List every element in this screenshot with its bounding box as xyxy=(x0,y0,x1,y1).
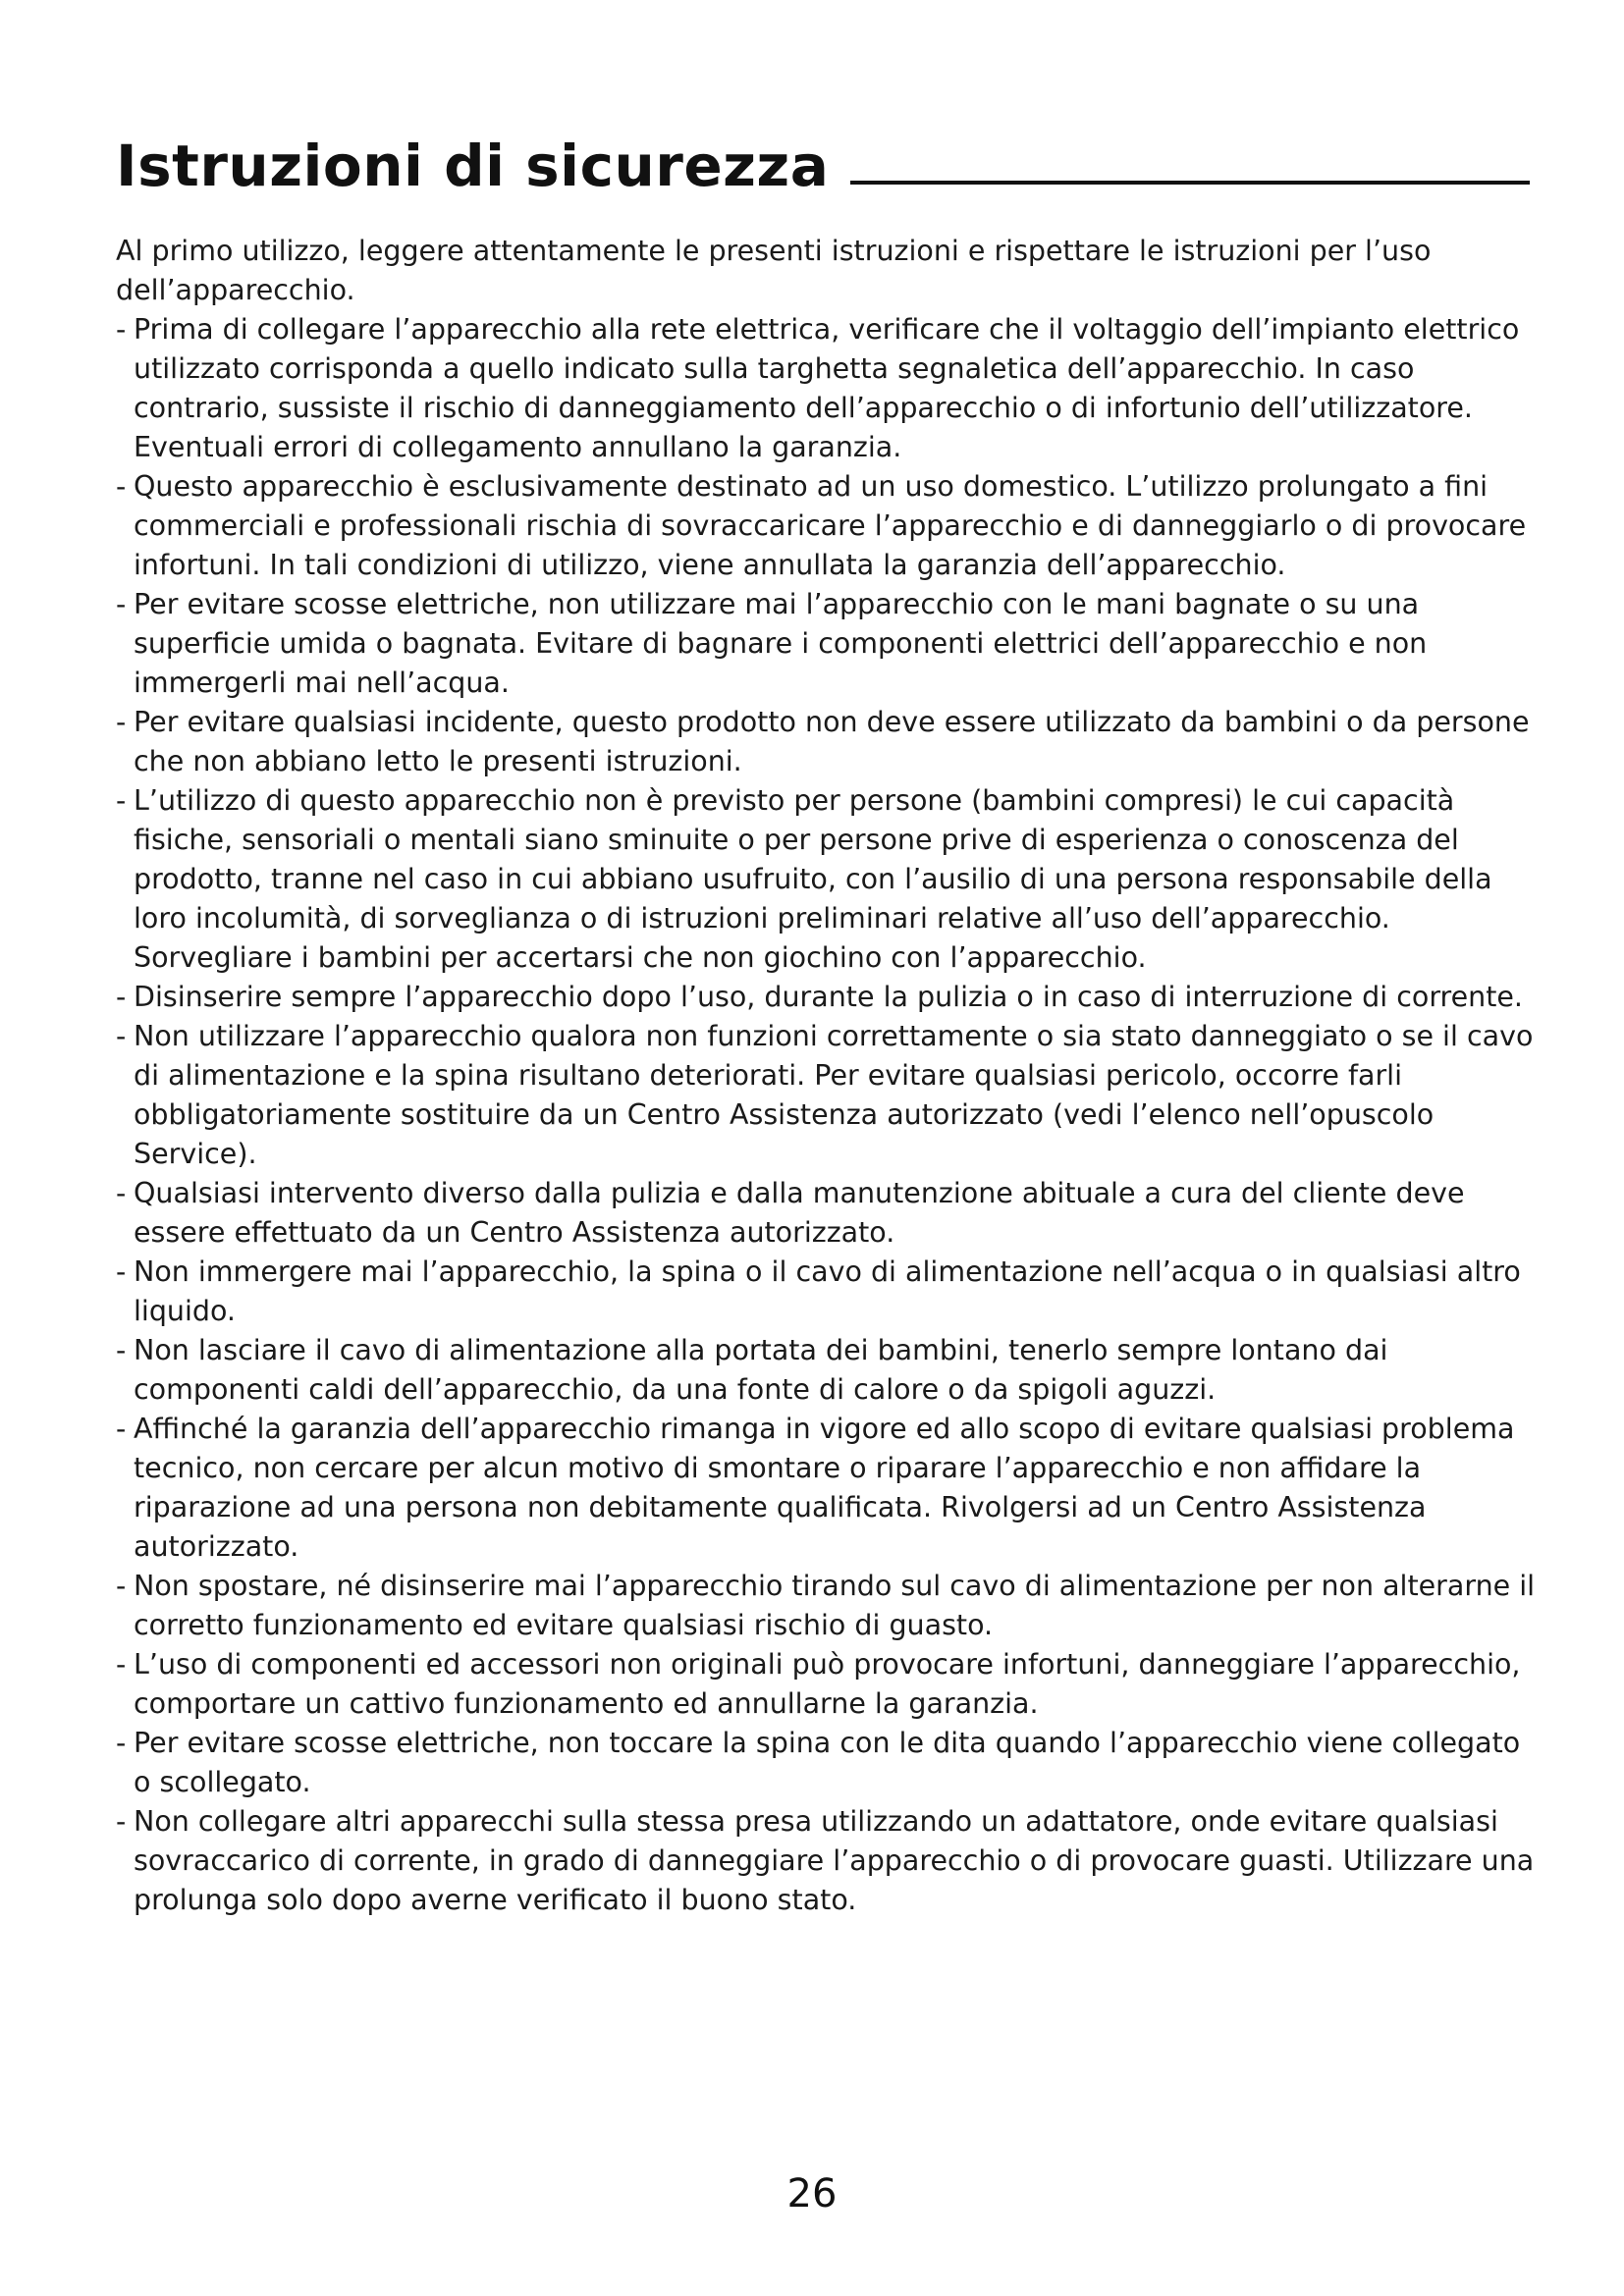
list-item: - Non immergere mai l’apparecchio, la spina o il cavo di alimentazione nell’acqua o in qualsiasi altro liquido. xyxy=(116,1253,1540,1331)
list-item: - Non collegare altri apparecchi sulla stessa presa utilizzando un adattatore, onde evitare qualsiasi sovraccarico di corrente, in grado di danneggiare l’apparecchio o di provocare guasti. Utilizzare una prolunga solo dopo averne verificato il buono stato. xyxy=(116,1802,1540,1920)
list-item: - Non lasciare il cavo di alimentazione alla portata dei bambini, tenerlo sempre lontano dai componenti caldi dell’apparecchio, da una fonte di calore o da spigoli aguzzi. xyxy=(116,1331,1540,1410)
page-number: 26 xyxy=(786,2171,838,2216)
list-item: - Prima di collegare l’apparecchio alla rete elettrica, verificare che il voltaggio dell’impianto elettrico utilizzato corrisponda a quello indicato sulla targhetta segnaletica dell’apparecchio. In caso contrario, sussiste il rischio di danneggiamento dell’apparecchio o di infortunio dell’utilizzatore. Eventuali errori di collegamento annullano la garanzia. xyxy=(116,310,1540,467)
list-item: - Non spostare, né disinserire mai l’apparecchio tirando sul cavo di alimentazione per non alterarne il corretto funzionamento ed evitare qualsiasi rischio di guasto. xyxy=(116,1567,1540,1645)
list-item: - Affinché la garanzia dell’apparecchio rimanga in vigore ed allo scopo di evitare qualsiasi problema tecnico, non cercare per alcun motivo di smontare o riparare l’apparecchio e non affidare la riparazione ad una persona non debitamente qualificata. Rivolgersi ad un Centro Assistenza autorizzato. xyxy=(116,1410,1540,1567)
list-item: - Per evitare scosse elettriche, non utilizzare mai l’apparecchio con le mani bagnate o su una superficie umida o bagnata. Evitare di bagnare i componenti elettrici dell’apparecchio e non immergerli mai nell’acqua. xyxy=(116,585,1540,703)
page-title: Istruzioni di sicurezza xyxy=(116,133,830,199)
list-item: - L’utilizzo di questo apparecchio non è previsto per persone (bambini compresi) le cui capacità fisiche, sensoriali o mentali siano sminuite o per persone prive di esperienza o conoscenza del prodotto, tranne nel caso in cui abbiano usufruito, con l’ausilio di una persona responsabile della loro incolumità, di sorveglianza o di istruzioni preliminari relative all’uso dell’apparecchio. Sorvegliare i bambini per accertarsi che non giochino con l’apparecchio. xyxy=(116,781,1540,978)
list-item: - L’uso di componenti ed accessori non originali può provocare infortuni, danneggiare l’apparecchio, comportare un cattivo funzionamento ed annullarne la garanzia. xyxy=(116,1645,1540,1724)
list-item: - Per evitare qualsiasi incidente, questo prodotto non deve essere utilizzato da bambini o da persone che non abbiano letto le presenti istruzioni. xyxy=(116,703,1540,781)
list-item: - Per evitare scosse elettriche, non toccare la spina con le dita quando l’apparecchio viene collegato o scollegato. xyxy=(116,1724,1540,1802)
instructions-body xyxy=(116,232,1540,1920)
list-item: - Questo apparecchio è esclusivamente destinato ad un uso domestico. L’utilizzo prolungato a fini commerciali e professionali rischia di sovraccaricare l’apparecchio e di danneggiarlo o di provocare infortuni. In tali condizioni di utilizzo, viene annullata la garanzia dell’apparecchio. xyxy=(116,467,1540,585)
section-header xyxy=(116,133,1530,199)
list-item: - Disinserire sempre l’apparecchio dopo l’uso, durante la pulizia o in caso di interruzione di corrente. xyxy=(116,978,1540,1017)
list-item: - Qualsiasi intervento diverso dalla pulizia e dalla manutenzione abituale a cura del cliente deve essere effettuato da un Centro Assistenza autorizzato. xyxy=(116,1174,1540,1253)
title-underline-rule xyxy=(850,181,1530,185)
intro-paragraph: Al primo utilizzo, leggere attentamente le presenti istruzioni e rispettare le istruzioni per l’uso dell’apparecchio. xyxy=(116,235,1432,306)
list-item: - Non utilizzare l’apparecchio qualora non funzioni correttamente o sia stato danneggiato o se il cavo di alimentazione e la spina risultano deteriorati. Per evitare qualsiasi pericolo, occorre farli obbligatoriamente sostituire da un Centro Assistenza autorizzato (vedi l’elenco nell’opuscolo Service). xyxy=(116,1017,1540,1174)
safety-instructions-list xyxy=(116,310,1540,1920)
